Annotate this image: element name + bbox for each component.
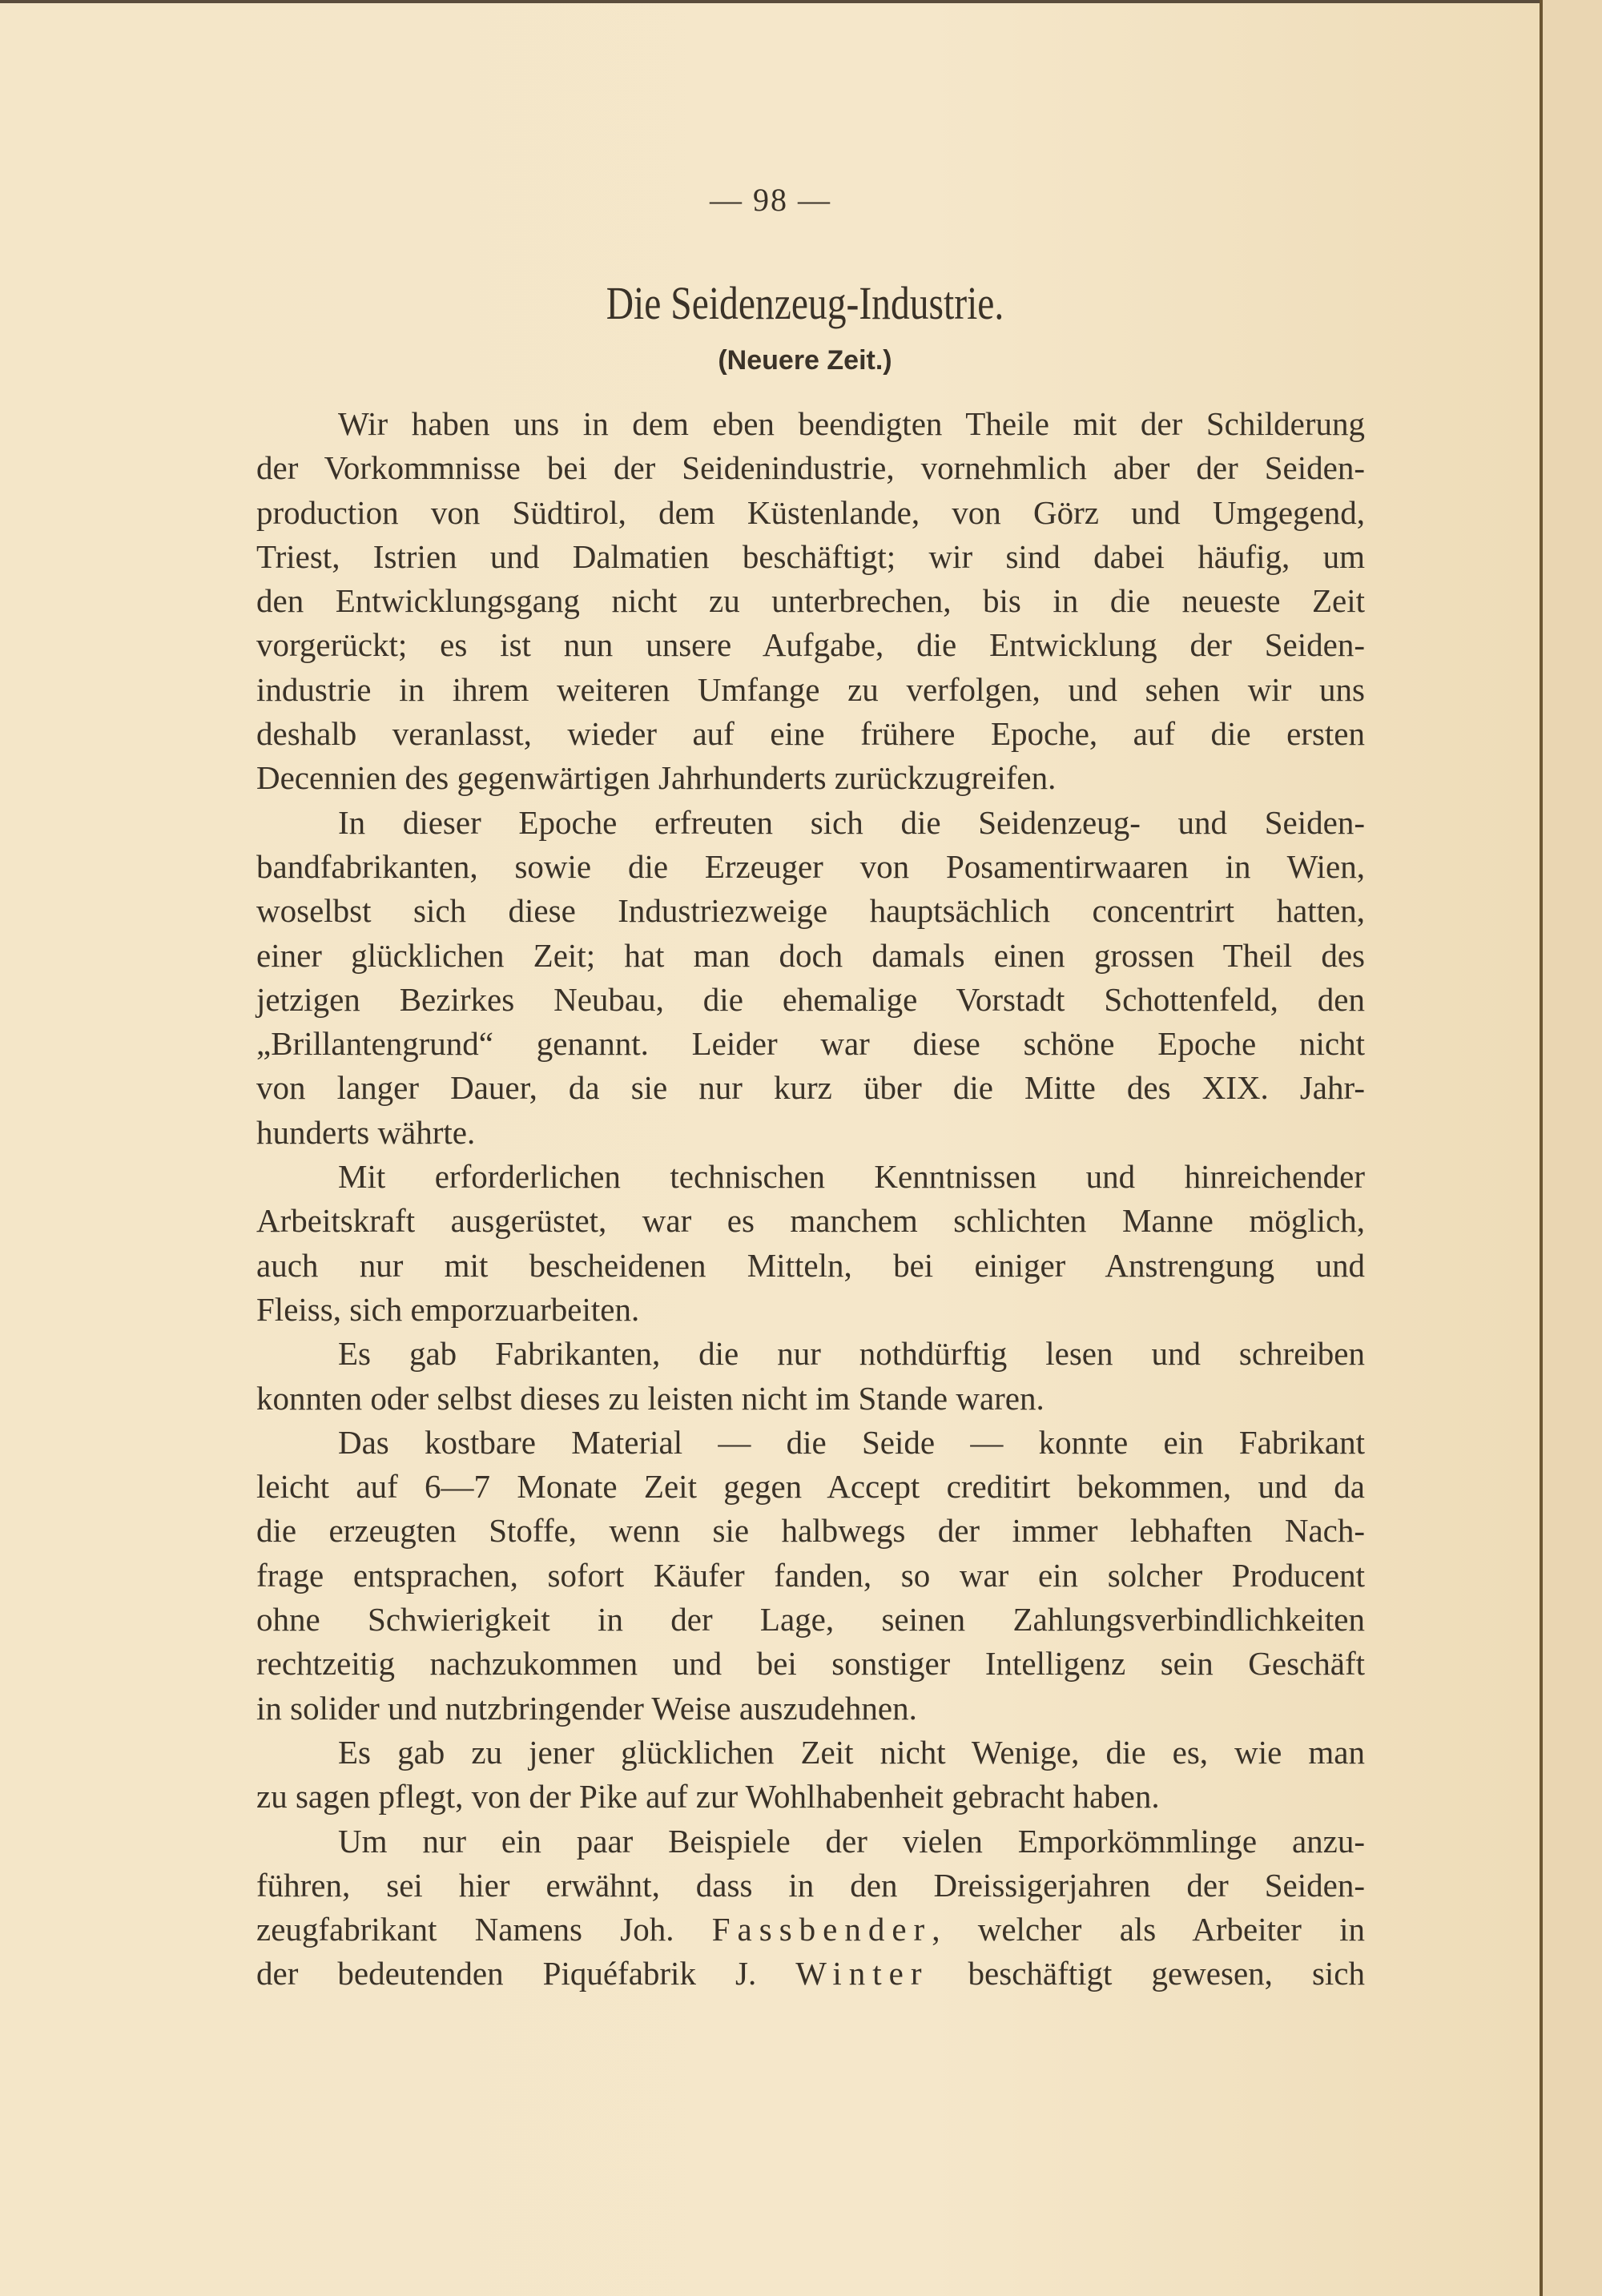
chapter-title: Die Seidenzeug-Industrie. — [606, 277, 1004, 329]
text-line: jetzigen Bezirkes Neubau, die ehemalige Vorstadt Schottenfeld, den — [256, 980, 1365, 1018]
text-line: bandfabrikanten, sowie die Erzeuger von Posamentirwaaren in Wien, — [256, 847, 1365, 885]
text-line: „Brillantengrund“ genannt. Leider war diese schöne Epoche nicht — [256, 1025, 1365, 1063]
paragraph — [256, 1820, 1365, 1996]
text-line: frage entsprachen, sofort Käufer fanden, so war ein solcher Producent — [256, 1556, 1365, 1594]
text-line: Decennien des gegenwärtigen Jahrhunderts zurückzugreifen. — [256, 759, 1057, 797]
text-segment: , welcher als Arbeiter in — [932, 1911, 1366, 1948]
text-line: leicht auf 6—7 Monate Zeit gegen Accept creditirt bekommen, und da — [256, 1468, 1365, 1506]
paragraph — [256, 1332, 1365, 1421]
text-line: woselbst sich diese Industriezweige hauptsächlich concentrirt hatten, — [256, 892, 1365, 930]
spaced-name: Winter — [795, 1955, 929, 1992]
text-line: Das kostbare Material — die Seide — konnte ein Fabrikant — [338, 1423, 1365, 1461]
scan-top-edge — [0, 0, 1602, 3]
text-line: ohne Schwierigkeit in der Lage, seinen Zahlungsverbindlichkeiten — [256, 1601, 1365, 1639]
text-line: In dieser Epoche erfreuten sich die Seidenzeug- und Seiden- — [338, 803, 1365, 841]
text-line: industrie in ihrem weiteren Umfange zu verfolgen, und sehen wir uns — [256, 670, 1365, 708]
text-line: deshalb veranlasst, wieder auf eine frühere Epoche, auf die ersten — [256, 715, 1365, 753]
page-number: — 98 — — [710, 182, 831, 218]
text-line: Es gab Fabrikanten, die nur nothdürftig lesen und schreiben — [338, 1335, 1365, 1373]
text-line: von langer Dauer, da sie nur kurz über die Mitte des XIX. Jahr- — [256, 1069, 1365, 1107]
text-line: Wir haben uns in dem eben beendigten Theile mit der Schilderung — [338, 405, 1365, 442]
paragraph — [256, 1731, 1365, 1820]
text-line: konnten oder selbst dieses zu leisten nicht im Stande waren. — [256, 1379, 1045, 1417]
text-line — [256, 1908, 1365, 1952]
text-line: in solider und nutzbringender Weise auszudehnen. — [256, 1689, 917, 1727]
spaced-name: Fassbender — [711, 1911, 932, 1948]
paragraph — [256, 1421, 1365, 1731]
text-line — [256, 1952, 1365, 1996]
text-segment: der bedeutenden Piquéfabrik J. — [256, 1955, 796, 1992]
paragraph — [256, 402, 1365, 801]
text-line: auch nur mit bescheidenen Mitteln, bei einiger Anstrengung und — [256, 1246, 1365, 1284]
text-line: rechtzeitig nachzukommen und bei sonstiger Intelligenz sein Geschäft — [256, 1645, 1365, 1683]
body-text — [256, 402, 1365, 1996]
paragraph — [256, 801, 1365, 1155]
text-line: Fleiss, sich emporzuarbeiten. — [256, 1290, 640, 1328]
text-line: die erzeugten Stoffe, wenn sie halbwegs der immer lebhaften Nach- — [256, 1512, 1365, 1550]
text-line: hunderts währte. — [256, 1113, 476, 1151]
text-line: Mit erforderlichen technischen Kenntnissen und hinreichender — [338, 1158, 1365, 1196]
text-line: Es gab zu jener glücklichen Zeit nicht Wenige, die es, wie man — [338, 1733, 1365, 1771]
text-line: führen, sei hier erwähnt, dass in den Dreissigerjahren der Seiden- — [256, 1866, 1365, 1904]
text-line: Triest, Istrien und Dalmatien beschäftigt; wir sind dabei häufig, um — [256, 537, 1365, 575]
text-segment: zeugfabrikant Namens Joh. — [256, 1911, 712, 1948]
text-segment: beschäftigt gewesen, sich — [928, 1955, 1365, 1992]
text-line: Arbeitskraft ausgerüstet, war es manchem schlichten Manne möglich, — [256, 1202, 1365, 1240]
text-line: den Entwicklungsgang nicht zu unterbrechen, bis in die neueste Zeit — [256, 582, 1365, 620]
text-line: Um nur ein paar Beispiele der vielen Emporkömmlinge anzu- — [338, 1822, 1365, 1860]
chapter-subtitle: (Neuere Zeit.) — [718, 345, 892, 376]
text-line: der Vorkommnisse bei der Seidenindustrie, vornehmlich aber der Seiden- — [256, 449, 1365, 487]
text-line: zu sagen pflegt, von der Pike auf zur Wohlhabenheit gebracht haben. — [256, 1778, 1160, 1815]
text-line: vorgerückt; es ist nun unsere Aufgabe, die Entwicklung der Seiden- — [256, 626, 1365, 664]
text-line: einer glücklichen Zeit; hat man doch damals einen grossen Theil des — [256, 936, 1365, 974]
text-line: production von Südtirol, dem Küstenlande, von Görz und Umgegend, — [256, 493, 1365, 531]
paragraph — [256, 1155, 1365, 1332]
